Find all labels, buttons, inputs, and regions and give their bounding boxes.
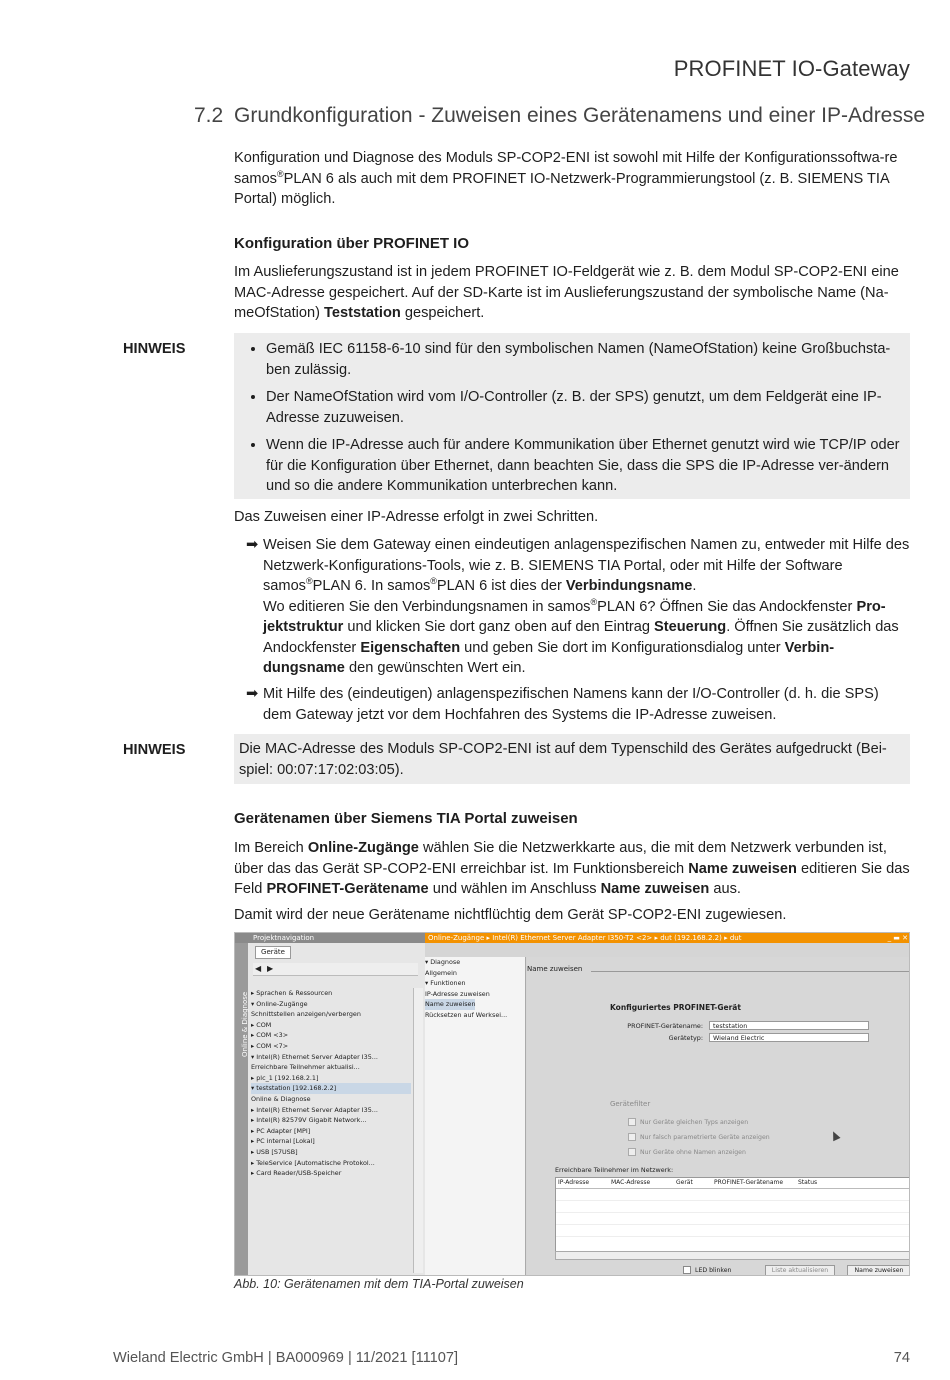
checkbox-icon[interactable] [683,1266,691,1274]
tia-heading: Gerätenamen über Siemens TIA Portal zuweisen [234,810,578,827]
configured-device-title: Konfiguriertes PROFINET-Gerät [610,1003,741,1012]
window-controls-icon[interactable]: _ ▬ ✕ [887,934,908,942]
nav-item[interactable]: ▾ Funktionen [425,979,466,987]
profinet-paragraph: Im Auslieferungszustand ist in jedem PROFINET IO-Feldgerät wie z. B. dem Modul SP-COP2-ENI eine MAC-Adresse gespeichert. Auf der SD-Karte ist im Auslieferungszustand der symbolische Name (Na-meOfStation) Teststation gespeichert. [234,264,899,321]
tree-item[interactable]: ▾ Intel(R) Ethernet Server Adapter I35... [251,1052,378,1061]
tree-item[interactable]: ▸ Intel(R) 82579V Gigabit Network... [251,1116,367,1125]
note-item: • Gemäß IEC 61158-6-10 sind für den symbolischen Namen (NameOfStation) keine Großbuchsta-ben zulässig. [266,339,900,380]
reachable-devices-label: Erreichbare Teilnehmer im Netzwerk: [555,1166,674,1174]
led-blink-option[interactable]: LED blinken [683,1266,731,1274]
tree-item[interactable]: Erreichbare Teilnehmer aktualisi... [251,1063,360,1072]
profinet-heading: Konfiguration über PROFINET IO [234,235,469,252]
tree-item[interactable]: ▸ plc_1 [192.168.2.1] [251,1073,319,1082]
figure-caption: Abb. 10: Gerätenamen mit dem TIA-Portal zuweisen [234,1277,524,1291]
steps-intro: Das Zuweisen einer IP-Adresse erfolgt in zwei Schritten. [234,509,599,525]
tree-item[interactable]: Schnittstellen anzeigen/verbergen [251,1010,361,1019]
running-header: PROFINET IO-Gateway [673,56,910,81]
nav-item-selected[interactable]: Name zuweisen [425,1000,476,1008]
tree-item[interactable]: ▸ COM [251,1020,272,1029]
section-title: Grundkonfiguration - Zuweisen eines Gerätenamens und einer IP-Adresse [234,104,926,127]
editor-heading: Name zuweisen [527,965,583,973]
table-gridline [556,1200,910,1201]
tree-item[interactable]: ▸ PC internal [Lokal] [251,1137,315,1146]
checkbox-icon[interactable] [628,1118,636,1126]
note-box [234,333,910,499]
refresh-list-button[interactable]: Liste aktualisieren [765,1265,835,1276]
note-label: HINWEIS [123,341,186,357]
tia-paragraph: Im Bereich Online-Zugänge wählen Sie die Netzwerkkarte aus, die mit dem Netzwerk verbunden ist, über das das Gerät SP-COP2-ENI erreichbar ist. Im Funktionsbereich Name zuweisen editieren Sie das Feld PROFINET-Gerätename und wählen im Anschluss Name zuweisen aus. [234,840,910,897]
reachable-devices-table [555,1177,910,1254]
back-icon[interactable]: ◀ [255,964,262,973]
table-header[interactable]: Status [798,1179,818,1186]
note-box [234,734,910,784]
footer-publisher: Wieland Electric GmbH | BA000969 | 11/2021 [11107] [113,1350,459,1366]
filter-option[interactable]: Nur Geräte gleichen Typs anzeigen [628,1118,748,1126]
step-item: ➡ Mit Hilfe des (eindeutigen) anlagenspezifischen Namens kann der I/O-Controller (d. h. die SPS) dem Gateway jetzt vor dem Hochfahren des Systems die IP-Adresse zuweisen. [246,686,879,723]
device-name-label: PROFINET-Gerätename: [627,1022,703,1030]
tree-item[interactable]: ▸ COM <7> [251,1041,289,1050]
filter-option[interactable]: Nur falsch parametrierte Geräte anzeigen [628,1133,770,1141]
tree-item[interactable]: ▾ Online-Zugänge [251,999,308,1008]
project-tree [251,988,411,1179]
tree-item[interactable]: ▸ TeleService [Automatische Protokol... [251,1158,375,1167]
table-header[interactable]: MAC-Adresse [611,1179,651,1186]
project-navigation-title: Projektnavigation [235,933,425,943]
table-header[interactable]: IP-Adresse [558,1179,590,1186]
tree-item-selected[interactable]: ▾ teststation [192.168.2.2] [251,1083,411,1094]
table-header[interactable]: Gerät [676,1179,693,1186]
note-item: • Wenn die IP-Adresse auch für andere Kommunikation über Ethernet genutzt wird wie TCP/IP oder für die Konfiguration über Ethernet, dann beachten Sie, dass die SPS die IP-Adresse ver-ändern und so die andere Kommunikation unterbrechen kann. [266,435,900,497]
checkbox-icon[interactable] [628,1148,636,1156]
vertical-tab[interactable]: Online & Diagnose [235,943,248,1276]
function-navigation [425,957,526,1276]
table-gridline [556,1212,910,1213]
table-header[interactable]: PROFINET-Gerätename [714,1179,784,1186]
heading-divider [591,971,910,972]
checkbox-icon[interactable] [628,1133,636,1141]
tree-item[interactable]: ▸ COM <3> [251,1031,289,1040]
tia-portal-screenshot [234,932,910,1276]
nav-item[interactable]: Rücksetzen auf Werksei... [425,1010,508,1019]
tia-paragraph-2: Damit wird der neue Gerätename nichtflüchtig dem Gerät SP-COP2-ENI zugewiesen. [234,907,787,923]
table-header-divider [556,1188,910,1189]
device-type-field: Wieland Electric [709,1033,869,1042]
step-item: ➡ Weisen Sie dem Gateway einen eindeutigen anlagenspezifischen Namen zu, entweder mit Hilfe des Netzwerk-Konfigurations-Tools, wie z. B. SIEMENS TIA Portal, oder mit Hilfe der Software samos®PLAN 6. In samos®PLAN 6 ist dies der Verbindungsname. Wo editieren Sie den Verbindungsnamen in samos®PLAN 6? Öffnen Sie das Andockfenster Pro-jektstruktur und klicken Sie dort ganz oben auf den Eintrag Steuerung. Öffnen Sie zusätzlich das Andockfenster Eigenschaften und geben Sie dort im Konfigurationsdialog unter Verbin-dungsname den gewünschten Wert ein. [246,537,910,676]
tree-scrollbar[interactable] [413,988,423,1273]
nav-item[interactable]: Allgemein [425,968,457,977]
nav-item[interactable]: IP-Adresse zuweisen [425,989,490,998]
tree-item[interactable]: ▸ PC Adapter [MPI] [251,1126,311,1135]
navigation-toolbar [253,963,418,976]
table-gridline [556,1236,910,1237]
tree-item[interactable]: ▸ Intel(R) Ethernet Server Adapter I35... [251,1105,378,1114]
device-filter-title: Gerätefilter [610,1100,651,1108]
nav-item[interactable]: ▾ Diagnose [425,958,461,966]
editor-title-bar: Online-Zugänge ▸ Intel(R) Ethernet Server Adapter I350-T2 <2> ▸ dut (192.168.2.2) ▸ dut _ ▬ ✕ [425,933,910,943]
arrow-icon: ➡ [246,537,259,553]
page-number: 74 [893,1350,910,1366]
section-number: 7.2 [194,104,224,127]
tree-item[interactable]: ▸ USB [S7USB] [251,1147,298,1156]
device-name-input[interactable]: teststation [709,1021,869,1030]
tree-item[interactable]: ▸ Card Reader/USB-Speicher [251,1169,342,1178]
filter-option[interactable]: Nur Geräte ohne Namen anzeigen [628,1148,746,1156]
intro-paragraph: Konfiguration und Diagnose des Moduls SP-COP2-ENI ist sowohl mit Hilfe der Konfigurationssoftwa-re samos®PLAN 6 als auch mit dem PROFINET IO-Netzwerk-Programmierungstool (z. B. SIEMENS TIA Portal) möglich. [234,150,898,207]
table-gridline [556,1224,910,1225]
note-text: Die MAC-Adresse des Moduls SP-COP2-ENI ist auf dem Typenschild des Gerätes aufgedruckt (Bei-spiel: 00:07:17:02:03:05). [239,741,887,778]
table-scrollbar[interactable] [555,1251,910,1260]
assign-name-button[interactable]: Name zuweisen [847,1265,910,1276]
note-item: • Der NameOfStation wird vom I/O-Controller (z. B. der SPS) genutzt, um dem Feldgerät eine IP-Adresse zuzuweisen. [266,387,900,428]
devices-tab[interactable]: Geräte [255,946,291,959]
note-label: HINWEIS [123,742,186,758]
forward-icon[interactable]: ▶ [267,964,274,973]
tree-item[interactable]: ▸ Sprachen & Ressourcen [251,989,333,997]
tree-item[interactable]: Online & Diagnose [251,1094,311,1103]
arrow-icon: ➡ [246,686,259,702]
device-type-label: Gerätetyp: [668,1034,703,1042]
